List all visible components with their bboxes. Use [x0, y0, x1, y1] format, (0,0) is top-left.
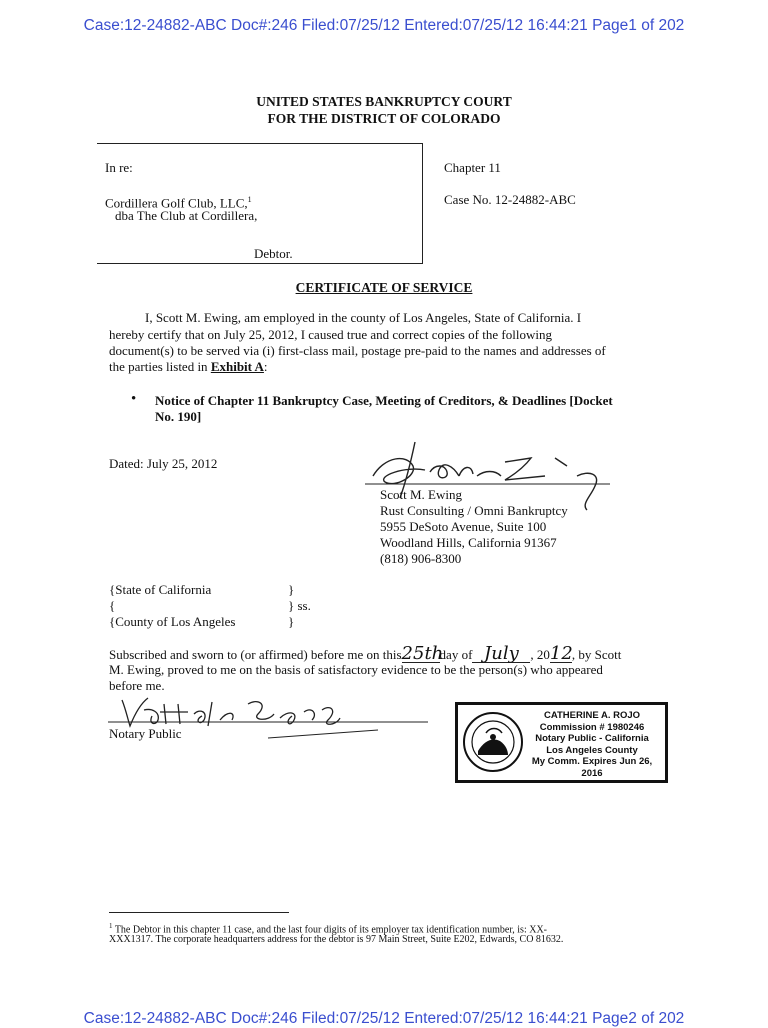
debtor-dba: dba The Club at Cordillera,: [115, 208, 258, 223]
footnote-text-1: The Debtor in this chapter 11 case, and the last four digits of its employer tax identification number, is: XX-: [112, 924, 547, 936]
jurat-line-2: M. Ewing, proved to me on the basis of satisfactory evidence to be the person(s) who appeared: [109, 662, 603, 677]
venue-brace-ss: } ss.: [288, 598, 311, 613]
certificate-title: CERTIFICATE OF SERVICE: [295, 280, 473, 295]
jurat-line-1: [109, 643, 622, 664]
body-line-1: I, Scott M. Ewing, am employed in the county of Los Angeles, State of California. I: [145, 310, 582, 325]
seal-line-2: Commission # 1980246: [539, 721, 645, 733]
state-seal-icon: [462, 711, 524, 773]
filing-stamp-bottom: Case:12-24882-ABC Doc#:246 Filed:07/25/12 Entered:07/25/12 16:44:21 Page2 of 202: [83, 1010, 685, 1027]
seal-line-1: CATHERINE A. ROJO: [543, 710, 641, 721]
notary-public-label: Notary Public: [109, 726, 182, 741]
signer-phone: (818) 906-8300: [380, 551, 462, 566]
jurat-day-handwritten: 25th: [401, 643, 444, 664]
body-line-3: document(s) to be served via (i) first-class mail, postage pre-paid to the names and addresses of: [109, 343, 606, 358]
jurat-line-3: before me.: [109, 678, 165, 693]
signer-address1: 5955 DeSoto Avenue, Suite 100: [380, 519, 547, 534]
jurat-year-handwritten: 12: [549, 643, 573, 664]
jurat-part3: , 20: [530, 647, 550, 662]
venue-county: {County of Los Angeles: [109, 614, 236, 629]
notary-seal: [455, 702, 668, 783]
signer-company: Rust Consulting / Omni Bankruptcy: [380, 503, 568, 518]
footnote-line-2: XXX1317. The corporate headquarters address for the debtor is 97 Main Street, Suite E202, Edwards, CO 81632.: [109, 934, 564, 945]
seal-line-4: Los Angeles County: [546, 744, 638, 756]
served-document-line2: No. 190]: [155, 409, 202, 424]
footnote-mark: 1: [109, 922, 113, 930]
seal-text-block: [524, 710, 660, 779]
chapter-label: Chapter 11: [444, 160, 501, 175]
body-line-4-prefix: the parties listed in: [109, 359, 211, 374]
in-re-label: In re:: [105, 160, 133, 175]
venue-brace-1: }: [288, 582, 295, 597]
body-line-2: hereby certify that on July 25, 2012, I caused true and correct copies of the following: [109, 327, 552, 342]
court-name-line2: FOR THE DISTRICT OF COLORADO: [267, 111, 501, 126]
venue-brace-3: }: [288, 614, 295, 629]
jurat-month-handwritten: July: [472, 646, 530, 663]
signer-address2: Woodland Hills, California 91367: [380, 535, 557, 550]
footnote-rule: [109, 912, 289, 913]
body-line-4-suffix: :: [263, 359, 268, 374]
debtor-label: Debtor.: [254, 246, 293, 261]
bullet-icon: •: [131, 391, 137, 407]
exhibit-a-reference: Exhibit A: [210, 359, 264, 374]
jurat-part1: Subscribed and sworn to (or affirmed) before me on this: [109, 647, 402, 662]
signer-name: Scott M. Ewing: [380, 487, 462, 502]
filing-stamp-top: Case:12-24882-ABC Doc#:246 Filed:07/25/12 Entered:07/25/12 16:44:21 Page1 of 202: [83, 17, 685, 34]
dated-line: Dated: July 25, 2012: [109, 456, 218, 471]
jurat-part4: , by Scott: [571, 647, 622, 662]
footnote-ref: 1: [247, 195, 252, 204]
venue-blank: {: [109, 598, 116, 613]
court-name-line1: UNITED STATES BANKRUPTCY COURT: [256, 94, 512, 109]
seal-line-5: My Comm. Expires Jun 26, 2016: [531, 756, 653, 779]
served-document-line1: Notice of Chapter 11 Bankruptcy Case, Meeting of Creditors, & Deadlines [Docket: [155, 393, 613, 408]
seal-line-3: Notary Public - California: [535, 733, 649, 744]
venue-state: {State of California: [109, 582, 212, 597]
case-number: Case No. 12-24882-ABC: [444, 192, 576, 207]
jurat-part2: day of: [439, 647, 473, 662]
debtor-name-text: Cordillera Golf Club, LLC,: [105, 195, 248, 211]
body-line-4: [109, 359, 268, 375]
